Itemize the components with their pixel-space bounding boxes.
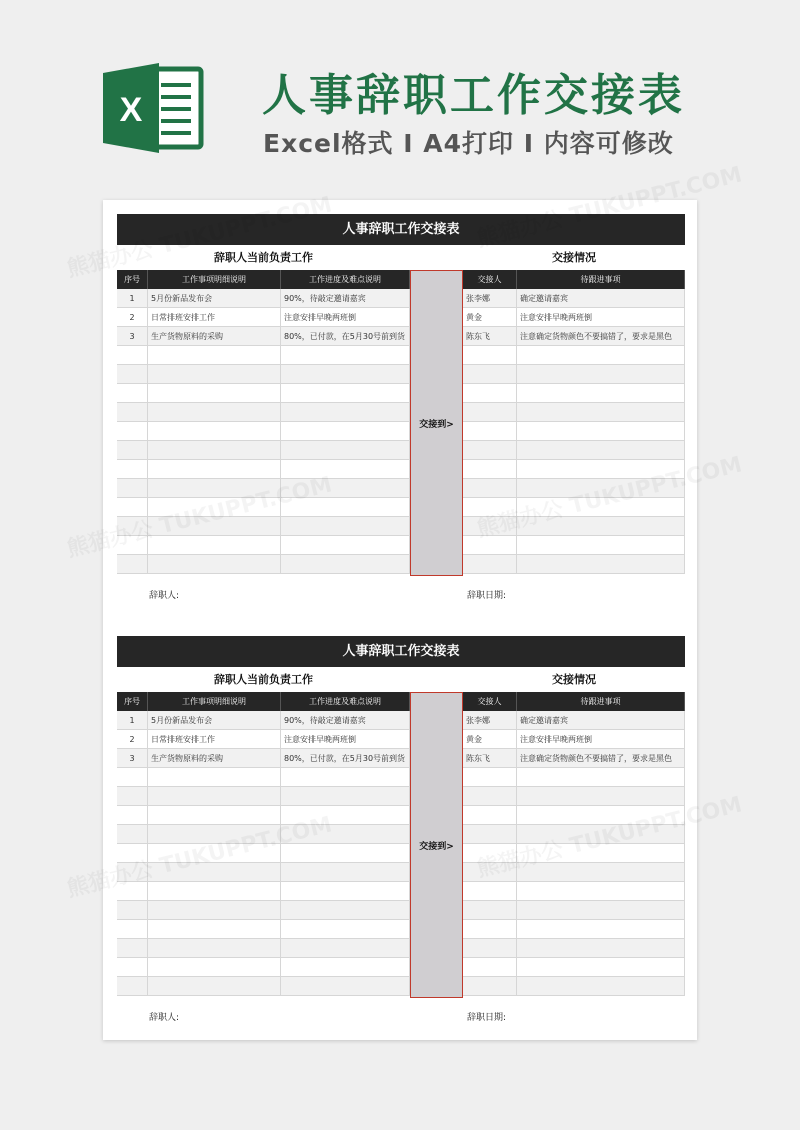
cell-item[interactable] bbox=[148, 806, 281, 825]
cell-receiver[interactable] bbox=[463, 920, 517, 939]
table-row bbox=[463, 958, 685, 977]
table-row bbox=[117, 806, 410, 825]
table-row bbox=[117, 768, 410, 787]
cell-receiver[interactable] bbox=[463, 901, 517, 920]
cell-progress[interactable] bbox=[281, 958, 410, 977]
cell-no[interactable] bbox=[117, 901, 148, 920]
cell-progress[interactable] bbox=[281, 365, 410, 384]
sheet-title: 人事辞职工作交接表 bbox=[117, 636, 685, 667]
cell-followup[interactable] bbox=[517, 787, 685, 806]
cell-item[interactable]: 生产货物原料的采购 bbox=[148, 327, 281, 346]
cell-no[interactable] bbox=[117, 346, 148, 365]
table-row bbox=[117, 365, 410, 384]
cell-item[interactable] bbox=[148, 939, 281, 958]
section-current-work: 辞职人当前负责工作 bbox=[214, 251, 313, 264]
cell-item[interactable] bbox=[148, 384, 281, 403]
cell-followup[interactable]: 注意确定货物颜色不要搞错了，要求是黑色 bbox=[517, 749, 685, 768]
cell-followup[interactable] bbox=[517, 920, 685, 939]
cell-receiver[interactable] bbox=[463, 422, 517, 441]
document-paper bbox=[103, 200, 697, 1040]
table-row bbox=[463, 749, 685, 768]
cell-followup[interactable] bbox=[517, 901, 685, 920]
table-row bbox=[117, 730, 410, 749]
cell-progress[interactable]: 80%，已付款，在5月30号前到货 bbox=[281, 327, 410, 346]
cell-no[interactable]: 3 bbox=[117, 749, 148, 768]
cell-followup[interactable] bbox=[517, 882, 685, 901]
cell-item[interactable]: 日常排班安排工作 bbox=[148, 730, 281, 749]
cell-followup[interactable]: 确定邀请嘉宾 bbox=[517, 289, 685, 308]
cell-item[interactable] bbox=[148, 555, 281, 574]
resign-date-label: 辞职日期: bbox=[467, 591, 507, 601]
cell-receiver[interactable]: 张李娜 bbox=[463, 289, 517, 308]
cell-progress[interactable]: 注意安排早晚两班倒 bbox=[281, 308, 410, 327]
table-row bbox=[117, 939, 410, 958]
page-subtitle: Excel格式 I A4打印 I 内容可修改 bbox=[263, 129, 674, 158]
table-row bbox=[117, 422, 410, 441]
cell-item[interactable] bbox=[148, 422, 281, 441]
cell-no[interactable] bbox=[117, 384, 148, 403]
cell-progress[interactable] bbox=[281, 768, 410, 787]
cell-no[interactable]: 1 bbox=[117, 711, 148, 730]
signer-label: 辞职人: bbox=[149, 591, 180, 601]
table-row bbox=[463, 939, 685, 958]
cell-no[interactable]: 3 bbox=[117, 327, 148, 346]
cell-progress[interactable]: 注意安排早晚两班倒 bbox=[281, 730, 410, 749]
table-row bbox=[463, 384, 685, 403]
cell-item[interactable] bbox=[148, 920, 281, 939]
col-header-followup: 待跟进事项 bbox=[517, 270, 685, 289]
cell-no[interactable] bbox=[117, 920, 148, 939]
table-row bbox=[117, 920, 410, 939]
table-row bbox=[463, 441, 685, 460]
cell-progress[interactable] bbox=[281, 517, 410, 536]
cell-item[interactable] bbox=[148, 365, 281, 384]
page-title: 人事辞职工作交接表 bbox=[262, 70, 685, 121]
col-header-progress: 工作进度及难点说明 bbox=[281, 692, 410, 711]
table-row bbox=[117, 460, 410, 479]
handover-sheet-1 bbox=[117, 214, 685, 616]
cell-item[interactable] bbox=[148, 958, 281, 977]
cell-progress[interactable] bbox=[281, 555, 410, 574]
table-row bbox=[463, 308, 685, 327]
cell-progress[interactable] bbox=[281, 920, 410, 939]
cell-no[interactable] bbox=[117, 977, 148, 996]
cell-followup[interactable] bbox=[517, 939, 685, 958]
col-header-no: 序号 bbox=[117, 270, 148, 289]
cell-item[interactable]: 5月份新品发布会 bbox=[148, 711, 281, 730]
cell-receiver[interactable]: 张李娜 bbox=[463, 711, 517, 730]
col-header-followup: 待跟进事项 bbox=[517, 692, 685, 711]
cell-followup[interactable]: 注意安排早晚两班倒 bbox=[517, 730, 685, 749]
table-row bbox=[463, 711, 685, 730]
cell-item[interactable] bbox=[148, 882, 281, 901]
cell-item[interactable] bbox=[148, 460, 281, 479]
cell-no[interactable]: 2 bbox=[117, 308, 148, 327]
cell-followup[interactable] bbox=[517, 384, 685, 403]
cell-followup[interactable] bbox=[517, 977, 685, 996]
cell-progress[interactable] bbox=[281, 977, 410, 996]
table-row bbox=[117, 555, 410, 574]
cell-item[interactable] bbox=[148, 346, 281, 365]
table-row bbox=[463, 730, 685, 749]
cell-receiver[interactable] bbox=[463, 806, 517, 825]
cell-item[interactable] bbox=[148, 901, 281, 920]
cell-no[interactable] bbox=[117, 787, 148, 806]
table-row bbox=[117, 346, 410, 365]
table-row bbox=[463, 920, 685, 939]
cell-item[interactable] bbox=[148, 441, 281, 460]
section-current-work: 辞职人当前负责工作 bbox=[214, 673, 313, 686]
table-row bbox=[463, 787, 685, 806]
cell-item[interactable]: 生产货物原料的采购 bbox=[148, 749, 281, 768]
table-row bbox=[117, 384, 410, 403]
cell-progress[interactable]: 80%，已付款，在5月30号前到货 bbox=[281, 749, 410, 768]
handover-arrow-cell: 交接到> bbox=[410, 270, 463, 576]
cell-no[interactable] bbox=[117, 365, 148, 384]
table-row bbox=[117, 882, 410, 901]
cell-receiver[interactable]: 黄金 bbox=[463, 308, 517, 327]
table-row bbox=[117, 958, 410, 977]
cell-progress[interactable] bbox=[281, 787, 410, 806]
cell-progress[interactable] bbox=[281, 536, 410, 555]
cell-receiver[interactable] bbox=[463, 384, 517, 403]
cell-followup[interactable] bbox=[517, 441, 685, 460]
sheet-title: 人事辞职工作交接表 bbox=[117, 214, 685, 245]
cell-receiver[interactable] bbox=[463, 977, 517, 996]
table-row bbox=[463, 555, 685, 574]
logo-letter: X bbox=[119, 91, 143, 129]
table-row bbox=[117, 749, 410, 768]
cell-followup[interactable]: 确定邀请嘉宾 bbox=[517, 711, 685, 730]
cell-no[interactable] bbox=[117, 460, 148, 479]
table-row bbox=[117, 711, 410, 730]
cell-receiver[interactable]: 黄金 bbox=[463, 730, 517, 749]
cell-progress[interactable] bbox=[281, 844, 410, 863]
cell-no[interactable]: 1 bbox=[117, 289, 148, 308]
cell-receiver[interactable]: 陈东飞 bbox=[463, 749, 517, 768]
cell-item[interactable] bbox=[148, 787, 281, 806]
table-row bbox=[463, 768, 685, 787]
table-row bbox=[117, 289, 410, 308]
cell-no[interactable] bbox=[117, 403, 148, 422]
cell-receiver[interactable] bbox=[463, 787, 517, 806]
cell-progress[interactable] bbox=[281, 441, 410, 460]
cell-followup[interactable] bbox=[517, 422, 685, 441]
cell-receiver[interactable] bbox=[463, 479, 517, 498]
cell-no[interactable] bbox=[117, 806, 148, 825]
cell-no[interactable] bbox=[117, 479, 148, 498]
cell-item[interactable]: 5月份新品发布会 bbox=[148, 289, 281, 308]
col-header-progress: 工作进度及难点说明 bbox=[281, 270, 410, 289]
cell-no[interactable] bbox=[117, 422, 148, 441]
table-row bbox=[463, 403, 685, 422]
cell-no[interactable] bbox=[117, 441, 148, 460]
cell-progress[interactable] bbox=[281, 422, 410, 441]
cell-item[interactable]: 日常排班安排工作 bbox=[148, 308, 281, 327]
cell-receiver[interactable] bbox=[463, 958, 517, 977]
col-header-receiver: 交接人 bbox=[463, 270, 517, 289]
cell-item[interactable] bbox=[148, 768, 281, 787]
table-row bbox=[463, 289, 685, 308]
table-row bbox=[463, 901, 685, 920]
cell-followup[interactable] bbox=[517, 346, 685, 365]
excel-logo-icon bbox=[103, 63, 205, 153]
resign-date-label: 辞职日期: bbox=[467, 1013, 507, 1023]
cell-receiver[interactable] bbox=[463, 346, 517, 365]
cell-receiver[interactable] bbox=[463, 882, 517, 901]
cell-receiver[interactable]: 陈东飞 bbox=[463, 327, 517, 346]
cell-receiver[interactable] bbox=[463, 825, 517, 844]
cell-receiver[interactable] bbox=[463, 768, 517, 787]
cell-followup[interactable] bbox=[517, 768, 685, 787]
cell-followup[interactable] bbox=[517, 536, 685, 555]
cell-progress[interactable] bbox=[281, 346, 410, 365]
cell-receiver[interactable] bbox=[463, 441, 517, 460]
table-row bbox=[463, 327, 685, 346]
table-row bbox=[117, 977, 410, 996]
table-row bbox=[463, 365, 685, 384]
table-row bbox=[463, 346, 685, 365]
cell-no[interactable] bbox=[117, 825, 148, 844]
cell-progress[interactable] bbox=[281, 901, 410, 920]
cell-progress[interactable] bbox=[281, 384, 410, 403]
table-row bbox=[463, 422, 685, 441]
section-handover-status: 交接情况 bbox=[552, 673, 596, 686]
table-row bbox=[117, 403, 410, 422]
section-handover-status: 交接情况 bbox=[552, 251, 596, 264]
col-header-no: 序号 bbox=[117, 692, 148, 711]
table-row bbox=[117, 901, 410, 920]
table-row bbox=[463, 882, 685, 901]
cell-no[interactable] bbox=[117, 939, 148, 958]
cell-progress[interactable]: 90%，待敲定邀请嘉宾 bbox=[281, 289, 410, 308]
table-row bbox=[117, 441, 410, 460]
cell-followup[interactable] bbox=[517, 555, 685, 574]
cell-followup[interactable] bbox=[517, 958, 685, 977]
table-row bbox=[463, 977, 685, 996]
cell-followup[interactable] bbox=[517, 403, 685, 422]
cell-followup[interactable] bbox=[517, 365, 685, 384]
cell-receiver[interactable] bbox=[463, 365, 517, 384]
cell-no[interactable] bbox=[117, 555, 148, 574]
cell-receiver[interactable] bbox=[463, 939, 517, 958]
cell-no[interactable] bbox=[117, 958, 148, 977]
cell-receiver[interactable] bbox=[463, 555, 517, 574]
cell-no[interactable]: 2 bbox=[117, 730, 148, 749]
table-row bbox=[117, 327, 410, 346]
cell-progress[interactable] bbox=[281, 863, 410, 882]
cell-followup[interactable]: 注意安排早晚两班倒 bbox=[517, 308, 685, 327]
col-header-receiver: 交接人 bbox=[463, 692, 517, 711]
col-header-item: 工作事项明细说明 bbox=[148, 270, 281, 289]
cell-item[interactable] bbox=[148, 977, 281, 996]
cell-receiver[interactable] bbox=[463, 403, 517, 422]
table-row bbox=[117, 787, 410, 806]
cell-item[interactable] bbox=[148, 403, 281, 422]
col-header-item: 工作事项明细说明 bbox=[148, 692, 281, 711]
cell-followup[interactable]: 注意确定货物颜色不要搞错了，要求是黑色 bbox=[517, 327, 685, 346]
cell-progress[interactable] bbox=[281, 939, 410, 958]
cell-progress[interactable] bbox=[281, 403, 410, 422]
table-row bbox=[117, 308, 410, 327]
cell-progress[interactable]: 90%，待敲定邀请嘉宾 bbox=[281, 711, 410, 730]
signer-label: 辞职人: bbox=[149, 1013, 180, 1023]
cell-no[interactable] bbox=[117, 768, 148, 787]
cell-progress[interactable] bbox=[281, 882, 410, 901]
handover-arrow-cell: 交接到> bbox=[410, 692, 463, 998]
cell-receiver[interactable] bbox=[463, 460, 517, 479]
